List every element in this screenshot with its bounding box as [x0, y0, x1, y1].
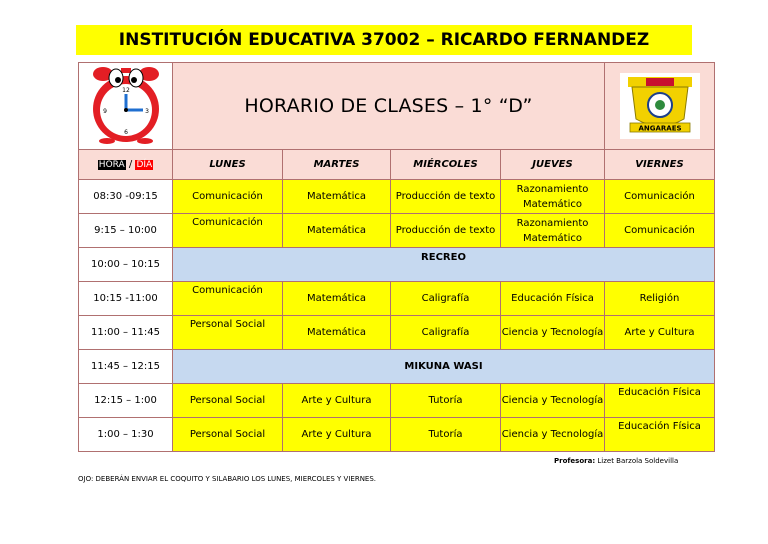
hora-dia-separator: / [125, 158, 136, 170]
table-row [79, 248, 715, 282]
table-row [79, 316, 715, 350]
teacher-signature [554, 457, 678, 465]
break-recreo: RECREO [173, 248, 715, 282]
class-cell: Ciencia y Tecnología [501, 384, 605, 418]
class-cell: Matemática [283, 180, 391, 214]
day-header-miercoles: MIÉRCOLES [391, 150, 501, 180]
table-row [79, 282, 715, 316]
class-cell: Comunicación [605, 214, 715, 248]
class-cell: Producción de texto [391, 180, 501, 214]
hora-dia-header [79, 150, 173, 180]
day-header-viernes: VIERNES [605, 150, 715, 180]
break-mikuna-wasi: MIKUNA WASI [173, 350, 715, 384]
class-cell: Comunicación [173, 180, 283, 214]
class-cell: Educación Física [501, 282, 605, 316]
class-cell: Comunicación [605, 180, 715, 214]
teacher-label: Profesora: [554, 457, 596, 465]
class-cell: Ciencia y Tecnología [501, 418, 605, 452]
class-cell: Razonamiento Matemático [501, 180, 605, 214]
time-cell: 11:00 – 11:45 [79, 316, 173, 350]
class-cell: Matemática [283, 316, 391, 350]
class-cell: Ciencia y Tecnología [501, 316, 605, 350]
clock-logo-cell [79, 63, 173, 150]
table-row [79, 350, 715, 384]
class-cell: Arte y Cultura [605, 316, 715, 350]
svg-text:ANGARAES: ANGARAES [637, 124, 682, 133]
class-cell: Arte y Cultura [283, 418, 391, 452]
table-row [79, 384, 715, 418]
class-cell: Arte y Cultura [283, 384, 391, 418]
class-cell: Producción de texto [391, 214, 501, 248]
class-cell: Personal Social [173, 418, 283, 452]
table-row [79, 214, 715, 248]
svg-text:3: 3 [144, 107, 149, 115]
day-header-lunes: LUNES [173, 150, 283, 180]
class-cell: Educación Física [605, 418, 715, 452]
hora-label: HORA [98, 159, 125, 170]
clock-icon [81, 64, 171, 144]
class-cell: Matemática [283, 214, 391, 248]
time-cell: 10:00 – 10:15 [79, 248, 173, 282]
class-cell: Educación Física [605, 384, 715, 418]
page-title: HORARIO DE CLASES – 1° “D” [244, 94, 533, 117]
school-crest-icon [620, 73, 700, 139]
class-cell: Tutoría [391, 418, 501, 452]
time-cell: 10:15 -11:00 [79, 282, 173, 316]
svg-text:12: 12 [121, 86, 130, 94]
time-cell: 1:00 – 1:30 [79, 418, 173, 452]
time-cell: 9:15 – 10:00 [79, 214, 173, 248]
time-cell: 08:30 -09:15 [79, 180, 173, 214]
class-cell: Personal Social [173, 316, 283, 350]
time-cell: 12:15 – 1:00 [79, 384, 173, 418]
institution-banner [76, 25, 692, 55]
class-cell: Caligrafía [391, 316, 501, 350]
class-cell: Caligrafía [391, 282, 501, 316]
institution-name: INSTITUCIÓN EDUCATIVA 37002 – RICARDO FERNANDEZ [118, 30, 650, 50]
dia-label: DÍA [136, 159, 153, 170]
svg-text:9: 9 [102, 107, 107, 115]
class-cell: Comunicación [173, 214, 283, 248]
class-cell: Personal Social [173, 384, 283, 418]
table-row [79, 180, 715, 214]
class-cell: Tutoría [391, 384, 501, 418]
schedule-table [78, 62, 715, 452]
title-cell [173, 63, 605, 150]
class-cell: Religión [605, 282, 715, 316]
day-header-jueves: JUEVES [501, 150, 605, 180]
svg-text:6: 6 [123, 128, 128, 136]
school-logo-cell [605, 63, 715, 150]
teacher-name: Lizet Barzola Soldevilla [597, 457, 679, 465]
footer-note: OJO: DEBERÁN ENVIAR EL COQUITO Y SILABARIO LOS LUNES, MIERCOLES Y VIERNES. [78, 475, 377, 483]
time-cell: 11:45 – 12:15 [79, 350, 173, 384]
class-cell: Matemática [283, 282, 391, 316]
table-row [79, 418, 715, 452]
class-cell: Razonamiento Matemático [501, 214, 605, 248]
day-header-martes: MARTES [283, 150, 391, 180]
class-cell: Comunicación [173, 282, 283, 316]
